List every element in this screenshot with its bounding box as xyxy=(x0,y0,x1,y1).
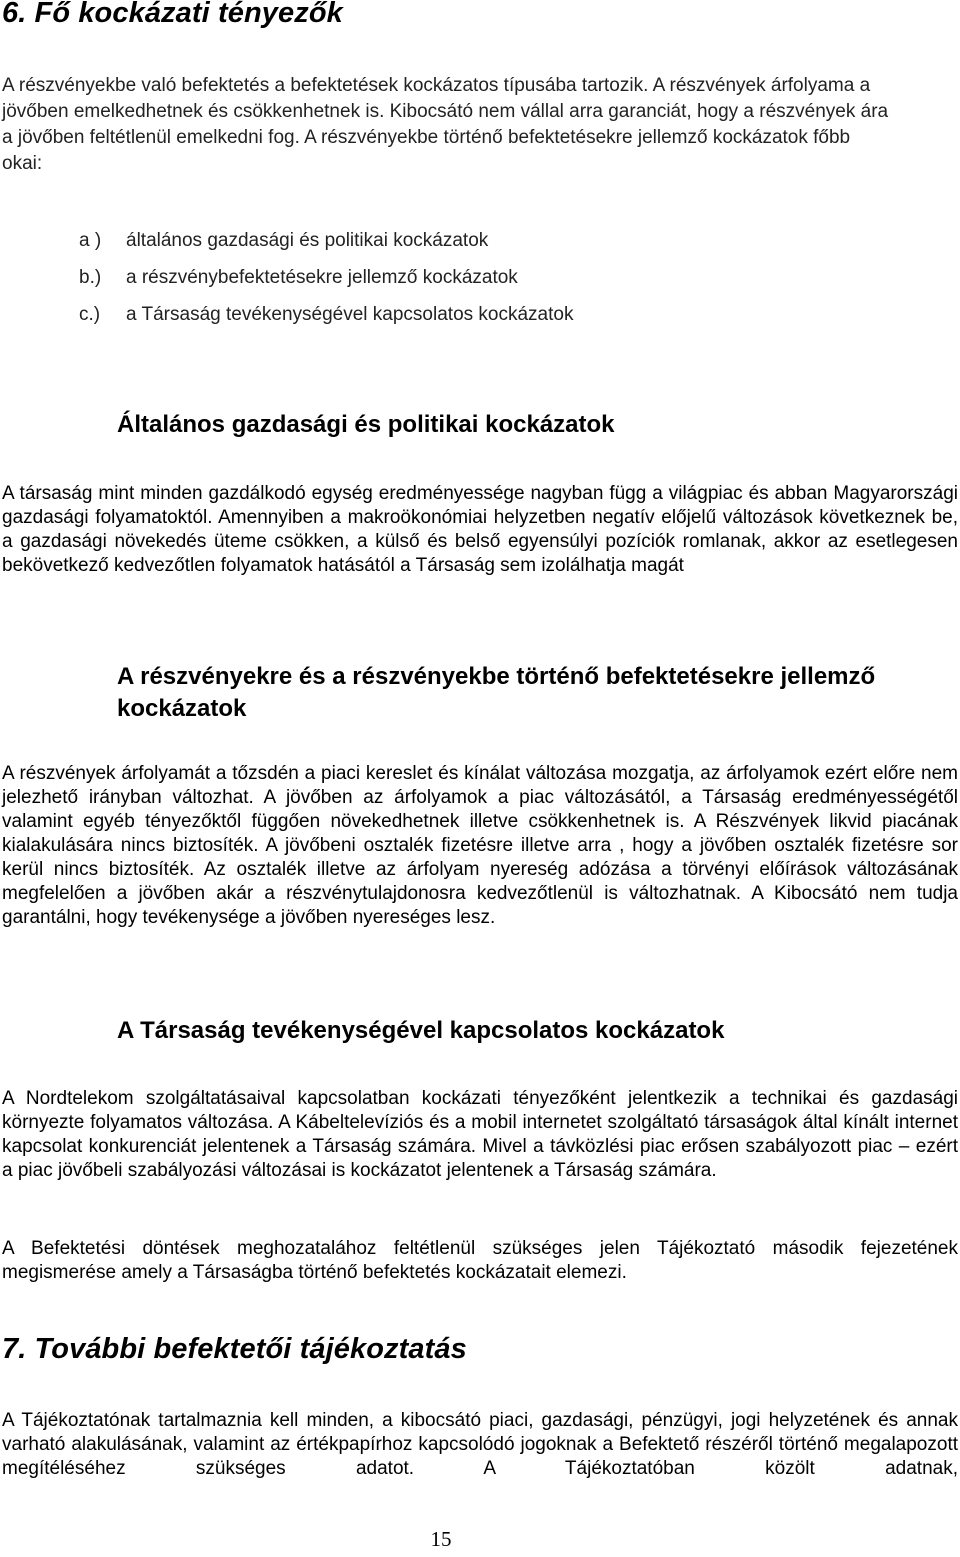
section-7-body: A Tájékoztatónak tartalmaznia kell minden, a kibocsátó piaci, gazdasági, pénzügyi, jogi helyzetének és annak varható alakulásának, valamint az értékpapírhoz kapcsolódó jogoknak a Befektető részéről történő megalapozott megítéléséhez szükséges adatot. A Tájékoztatóban közölt adatnak, xyxy=(2,1410,958,1479)
list-marker: a ) xyxy=(79,230,102,251)
page-number: 15 xyxy=(430,1527,452,1551)
list-item-text: általános gazdasági és politikai kockázatok xyxy=(126,230,489,251)
company-risks-heading: A Társaság tevékenységével kapcsolatos kockázatok xyxy=(117,1017,725,1044)
list-item xyxy=(79,228,573,265)
list-marker: c.) xyxy=(79,304,101,325)
list-item-text: a Társaság tevékenységével kapcsolatos kockázatok xyxy=(126,304,574,325)
list-marker: b.) xyxy=(79,267,102,288)
share-risks-body: A részvények árfolyamát a tőzsdén a piaci kereslet és kínálat változása mozgatja, az árfolyamok ezért előre nem jelezhető irányban változhat. A jövőben az árfolyamok a piac változásától, a Társaság eredményességétől valamint egyéb tényezőktől függően növekedhetnek illetve csökkenhetnek is. A Részvények likvid piacának kialakulására nincs biztosíték. A jövőbeni osztalék fizetésre illetve arra , hogy a jövőben osztalék fizetésre sor kerül nincs biztosíték. Az osztalék illetve az árfolyam nyereség adózása a törvényi előírások változásának megfelelően a jövőben akár a részvénytulajdonosra kedvezőtlenül is változhatnak. A Kibocsátó nem tudja garantálni, hogy tevékenysége a jövőben nyereséges lesz. xyxy=(2,763,958,928)
company-risks-note: A Befektetési döntések meghozatalához feltétlenül szükséges jelen Tájékoztató második fejezetének megismerése amely a Társaságba történő befektetés kockázatait elemezi. xyxy=(2,1238,958,1283)
section-6-heading: 6. Fő kockázati tényezők xyxy=(2,0,343,29)
section-6-intro: A részvényekbe való befektetés a befektetések kockázatos típusába tartozik. A részvények árfolyama a jövőben emelkedhetnek és csökkenhetnek is. Kibocsátó nem vállal arra garanciát, hogy a részvények ára a jövőben feltétlenül emelkedni fog. A részvényekbe történő befektetésekre jellemző kockázatok főbb okai: xyxy=(2,75,889,174)
list-item-text: a részvénybefektetésekre jellemző kockázatok xyxy=(126,267,518,288)
share-risks-heading: A részvényekre és a részvényekbe történő befektetésekre jellemző kockázatok xyxy=(117,663,876,722)
section-7-heading: 7. További befektetői tájékoztatás xyxy=(2,1333,467,1365)
company-risks-body: A Nordtelekom szolgáltatásaival kapcsolatban kockázati tényezőként jelentkezik a technikai és gazdasági környezte folyamatos változása. A Kábeltelevíziós és a mobil internetet szolgáltató társaságok által kínált internet kapcsolat konkurenciát jelentenek a Társaság számára. Mivel a távközlési piac erősen szabályozott piac – ezért a piac jövőbeli szabályozási változásai is kockázatot jelentenek a Társaság számára. xyxy=(2,1088,958,1181)
list-item xyxy=(79,265,573,302)
risk-factor-list xyxy=(79,228,573,339)
general-risks-heading: Általános gazdasági és politikai kockázatok xyxy=(117,411,615,438)
general-risks-body: A társaság mint minden gazdálkodó egység eredményessége nagyban függ a világpiac és abban Magyarországi gazdasági folyamatoktól. Amennyiben a makroökonómiai helyzetben negatív előjelű változások következnek be, a gazdasági növekedés üteme csökken, a külső és belső egyensúlyi pozíciók romlanak, akkor az esetlegesen bekövetkező kedvezőtlen folyamatok hatásától a Társaság sem izolálhatja magát xyxy=(2,483,958,576)
list-item xyxy=(79,302,573,339)
